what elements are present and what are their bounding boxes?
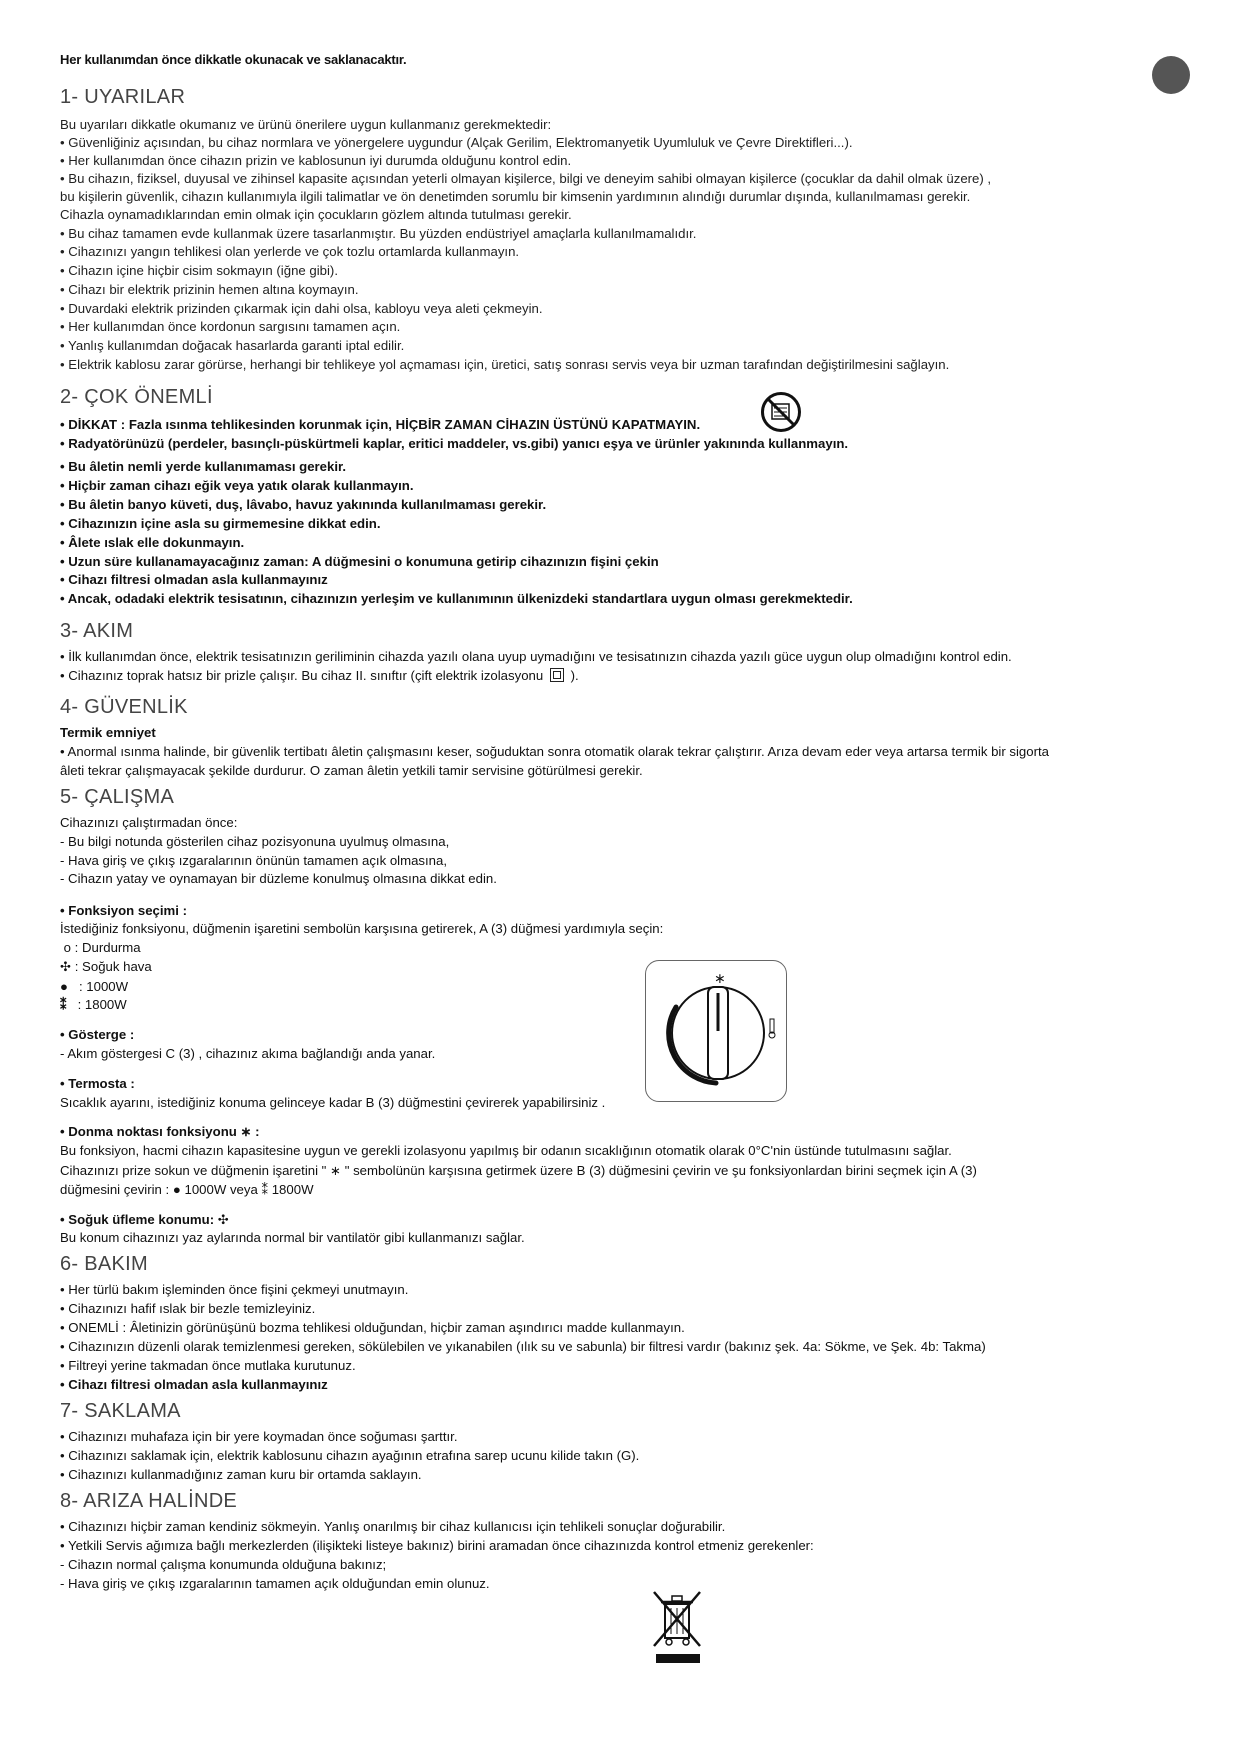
off-circle-icon: ο bbox=[60, 940, 71, 955]
s2-line: • Uzun süre kullanamayacağınız zaman: A düğmesini ο konumuna getirip cihazınızın fişini çekin bbox=[60, 554, 659, 569]
cold-blow bbox=[60, 1211, 229, 1228]
s1-line: • Cihazınızı yangın tehlikesi olan yerlerde ve çok tozlu ortamlarda kullanmayın. bbox=[60, 244, 520, 259]
s5-before-line: - Cihazın yatay ve oynamayan bir düzleme konulmuş olmasına dikkat edin. bbox=[60, 871, 497, 886]
s3-line-class2 bbox=[60, 667, 579, 684]
s1-line: • Elektrik kablosu zarar görürse, herhangi bir tehlikeye yol açmaması için, üretici, satış sonrası servis veya bir uzman tarafından değiştirilmesini sağlayın. bbox=[60, 357, 950, 372]
s2-line: • Hiçbir zaman cihazı eğik veya yatık olarak kullanmayın. bbox=[60, 478, 414, 493]
s8-line: • Cihazınızı hiçbir zaman kendiniz sökmeyin. Yanlış onarılmış bir cihaz kullanıcısı için tehlikeli sonuçlar doğurabilir. bbox=[60, 1519, 726, 1534]
s6-line: • Cihazınızın düzenli olarak temizlenmesi gereken, sökülebilen ve yıkanabilen (ılık su ve sabunla) bir filtresi vardır (bakınız şek. 4a: Sökme, ve Şek. 4b: Takma) bbox=[60, 1339, 986, 1354]
s1-line: • Duvardaki elektrik prizinden çıkarmak için dahi olsa, kabloyu veya aleti çekmeyin. bbox=[60, 301, 543, 316]
s6-line: • Filtreyi yerine takmadan önce mutlaka kurutunuz. bbox=[60, 1358, 356, 1373]
s2-line: • Bu âletin banyo küveti, duş, lâvabo, havuz yakınında kullanılmaması gerekir. bbox=[60, 497, 547, 512]
s1-line: • Güvenliğiniz açısından, bu cihaz normlara ve yönergelere uygundur (Alçak Gerilim, Elektromanyetik Uyumluluk ve Çevre Direktifleri...). bbox=[60, 135, 853, 150]
page-badge-icon bbox=[1152, 56, 1190, 94]
section-3-title: 3- AKIM bbox=[60, 620, 134, 642]
option-1000w-label: : 1000W bbox=[78, 979, 129, 994]
s7-line: • Cihazınızı muhafaza için bir yere koymadan önce soğuması şarttır. bbox=[60, 1429, 458, 1444]
s3-line2-end: ). bbox=[570, 668, 579, 683]
option-cold bbox=[60, 958, 152, 975]
section-8-title: 8- ARIZA HALİNDE bbox=[60, 1490, 238, 1512]
s1-line: • Bu cihaz tamamen evde kullanmak üzere tasarlanmıştır. Bu yüzden endüstriyel amaçlarla kullanılmamalıdır. bbox=[60, 226, 697, 241]
s6-line: • ONEMLİ : Âletinizin görünüşünü bozma tehlikesi olduğundan, hiçbir zaman aşındırıcı madde kullanmayın. bbox=[60, 1320, 685, 1335]
do-not-cover-icon bbox=[760, 391, 802, 433]
s3-line: • İlk kullanımdan önce, elektrik tesisatınızın geriliminin cihazda yazılı olana uyup uymadığını ve tesisatınızın cihazda yazılı güce uygun olup olmadığını kontrol edin. bbox=[60, 649, 1012, 664]
option-cold-label: : Soğuk hava bbox=[74, 959, 152, 974]
s1-line: • Bu cihazın, fiziksel, duyusal ve zihinsel kapasite açısından yeterli olmayan kişilerce, bilgi ve deneyim sahibi olmayan kişilerce (çocuklar da dahil olmak üzere) , bbox=[60, 171, 992, 186]
s8-line: - Cihazın normal çalışma konumunda olduğuna bakınız; bbox=[60, 1557, 387, 1572]
option-1000w bbox=[60, 978, 128, 995]
s8-line: - Hava giriş ve çıkış ızgaralarının tamamen açık olduğundan emin olunuz. bbox=[60, 1576, 490, 1591]
s2-line: • Cihazı filtresi olmadan asla kullanmayınız bbox=[60, 572, 328, 587]
s7-line: • Cihazınızı kullanmadığınız zaman kuru bir ortamda saklayın. bbox=[60, 1467, 422, 1482]
section-6-title: 6- BAKIM bbox=[60, 1253, 148, 1275]
fan-icon: ✣ bbox=[60, 959, 72, 974]
s6-line: • Her türlü bakım işleminden önce fişini çekmeyi unutmayın. bbox=[60, 1282, 409, 1297]
cold-blow-title: • Soğuk üfleme konumu: bbox=[60, 1212, 215, 1227]
indicator-title: • Gösterge : bbox=[60, 1027, 135, 1042]
function-selection-desc: İstediğiniz fonksiyonu, düğmenin işaretini sembolün karşısına getirerek, A (3) düğmesi yardımıyla seçin: bbox=[60, 921, 664, 936]
s3-line2-text: • Cihazınız toprak hatsız bir prizle çalışır. Bu cihaz II. sınıftır (çift elektrik izolasyonu bbox=[60, 668, 544, 683]
s5-before-line: Cihazınızı çalıştırmadan önce: bbox=[60, 815, 238, 830]
svg-text:∗: ∗ bbox=[714, 971, 726, 987]
section-4-title: 4- GÜVENLİK bbox=[60, 696, 188, 718]
s1-line: • Her kullanımdan önce kordonun sargısını tamamen açın. bbox=[60, 319, 401, 334]
crossed-out-bin-icon bbox=[650, 1588, 704, 1652]
double-dot-icon: ⁑ bbox=[60, 997, 74, 1012]
option-1800w bbox=[60, 996, 127, 1013]
s2-line: • Cihazınızın içine asla su girmemesine dikkat edin. bbox=[60, 516, 381, 531]
s5-before-line: - Hava giriş ve çıkış ızgaralarının önünün tamamen açık olmasına, bbox=[60, 853, 448, 868]
option-1800w-label: : 1800W bbox=[77, 997, 127, 1012]
s2-line: • Radyatörünüzü (perdeler, basınçlı-püskürtmeli kaplar, eritici maddeler, vs.gibi) yanıcı eşya ve ürünler yakınında kullanmayın. bbox=[60, 436, 849, 451]
frost-title: • Donma noktası fonksiyonu ∗ : bbox=[60, 1124, 260, 1139]
s2-line: • Bu âletin nemli yerde kullanımaması gerekir. bbox=[60, 459, 347, 474]
frost-line: Bu fonksiyon, hacmi cihazın kapasitesine uygun ve gerekli izolasyonu yapılmış bir odanın sıcaklığının otomatik olarak 0°C'nin üstünde tutulmasını sağlar. bbox=[60, 1143, 952, 1158]
s1-line: Cihazla oynamadıklarından emin olmak için çocukların gözlem altında tutulması gerekir. bbox=[60, 207, 572, 222]
dial-icon bbox=[646, 961, 786, 1101]
s2-line: • DİKKAT : Fazla ısınma tehlikesinden korunmak için, HİÇBİR ZAMAN CİHAZIN ÜSTÜNÜ KAPATMAYIN. bbox=[60, 417, 701, 432]
thermostat-desc: Sıcaklık ayarını, istediğiniz konuma gelinceye kadar B (3) düğmestini çevirerek yapabilirsiniz . bbox=[60, 1095, 606, 1110]
s6-line: • Cihazınızı hafif ıslak bir bezle temizleyiniz. bbox=[60, 1301, 316, 1316]
s1-line: • Cihazı bir elektrik prizinin hemen altına koymayın. bbox=[60, 282, 359, 297]
function-selection-title: • Fonksiyon seçimi : bbox=[60, 903, 188, 918]
s2-line: • Ancak, odadaki elektrik tesisatının, cihazınızın yerleşim ve kullanımının ülkenizdeki standartlara uygun olması gerekmektedir. bbox=[60, 591, 853, 606]
section-1-title: 1- UYARILAR bbox=[60, 86, 186, 108]
s4-line: âleti tekrar çalışmayacak şekilde durdurur. O zaman âletin yetkili tamir servisine götürülmesi gerekir. bbox=[60, 763, 643, 778]
s8-line: • Yetkili Servis ağımıza bağlı merkezlerden (ilişikteki listeye bakınız) birini aramadan önce cihazınızda kontrol etmeniz gerekenler: bbox=[60, 1538, 814, 1553]
s1-line: • Cihazın içine hiçbir cisim sokmayın (iğne gibi). bbox=[60, 263, 338, 278]
s1-line: bu kişilerin güvenlik, cihazın kullanımıyla ilgili talimatlar ve ön denetimden sorumlu bir kimsenin yardımının alındığı durumlar dışında, kullanılmaması gerekir. bbox=[60, 189, 971, 204]
double-insulation-icon bbox=[550, 668, 564, 682]
option-off bbox=[60, 939, 141, 956]
s2-line: • Âlete ıslak elle dokunmayın. bbox=[60, 535, 245, 550]
s7-line: • Cihazınızı saklamak için, elektrik kablosunu cihazın ayağının etrafına sarep ucunu kilide takın (G). bbox=[60, 1448, 640, 1463]
thermostat-title: • Termosta : bbox=[60, 1076, 135, 1091]
cold-blow-desc: Bu konum cihazınızı yaz aylarında normal bir vantilatör gibi kullanmanızı sağlar. bbox=[60, 1230, 525, 1245]
indicator-desc: - Akım göstergesi C (3) , cihazınız akıma bağlandığı anda yanar. bbox=[60, 1046, 436, 1061]
single-dot-icon: ● bbox=[60, 979, 76, 994]
fan-icon: ✣ bbox=[217, 1212, 229, 1227]
s4-subtitle: Termik emniyet bbox=[60, 725, 156, 740]
section-7-title: 7- SAKLAMA bbox=[60, 1400, 181, 1422]
s4-line: • Anormal ısınma halinde, bir güvenlik tertibatı âletin çalışmasını keser, soğuduktan sonra otomatik olarak tekrar çalıştırır. Arıza devam eder veya artarsa termik bir sigorta bbox=[60, 744, 1049, 759]
s5-before-line: - Bu bilgi notunda gösterilen cihaz pozisyonuna uyulmuş olmasına, bbox=[60, 834, 450, 849]
frost-line: Cihazınızı prize sokun ve düğmenin işaretini " ∗ " sembolünün karşısına getirmek üzere B (3) düğmesini çevirin ve şu fonksiyonlardan birini seçmek için A (3) bbox=[60, 1163, 977, 1178]
s6-bold-line: • Cihazı filtresi olmadan asla kullanmayınız bbox=[60, 1377, 328, 1392]
s1-line: • Yanlış kullanımdan doğacak hasarlarda garanti iptal edilir. bbox=[60, 338, 405, 353]
weee-bar bbox=[656, 1654, 700, 1663]
s1-line: Bu uyarıları dikkatle okumanız ve ürünü önerilere uygun kullanmanız gerekmektedir: bbox=[60, 117, 552, 132]
frost-line: düğmesini çevirin : ● 1000W veya ⁑ 1800W bbox=[60, 1182, 314, 1197]
top-note: Her kullanımdan önce dikkatle okunacak ve saklanacaktır. bbox=[60, 52, 407, 67]
thermostat-dial-illustration bbox=[645, 960, 787, 1102]
section-5-title: 5- ÇALIŞMA bbox=[60, 786, 175, 808]
option-off-label: : Durdurma bbox=[74, 940, 141, 955]
section-2-title: 2- ÇOK ÖNEMLİ bbox=[60, 386, 213, 408]
s1-line: • Her kullanımdan önce cihazın prizin ve kablosunun iyi durumda olduğunu kontrol edin. bbox=[60, 153, 572, 168]
